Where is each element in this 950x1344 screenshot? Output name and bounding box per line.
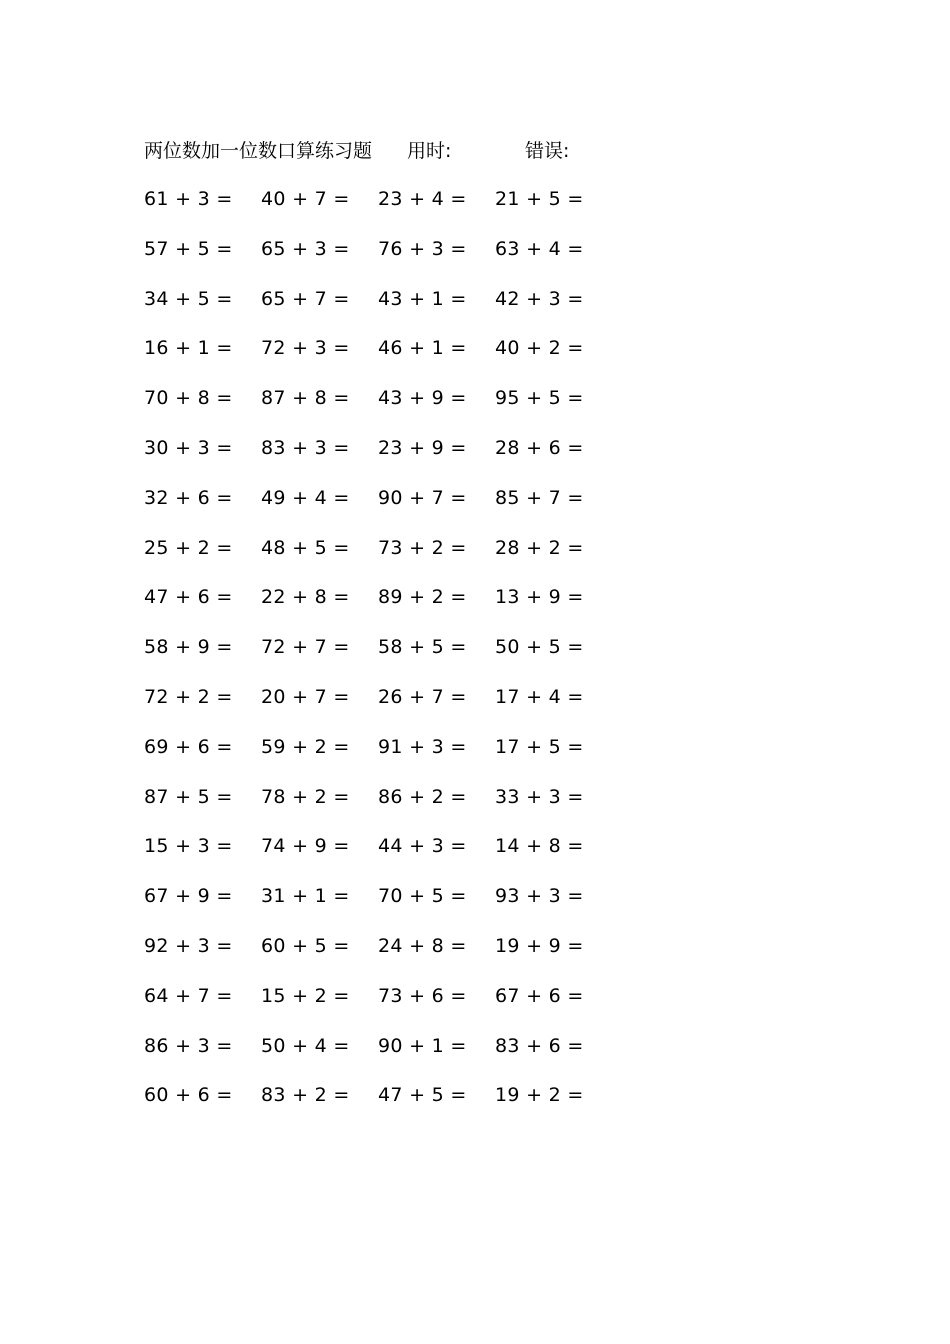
problem-row [144,831,624,881]
problem-cell: 83 + 3 = [261,436,350,459]
problem-cell: 59 + 2 = [261,735,350,758]
problem-row [144,533,624,583]
problem-cell: 83 + 2 = [261,1084,350,1107]
problem-cell: 92 + 3 = [144,934,233,957]
problem-cell: 31 + 1 = [261,885,350,908]
problem-cell: 61 + 3 = [144,188,233,210]
problem-cell: 70 + 5 = [378,885,467,908]
problem-cell: 85 + 7 = [495,486,584,509]
problem-cell: 87 + 5 = [144,785,233,808]
problem-cell: 19 + 9 = [495,934,584,957]
problem-cell: 69 + 6 = [144,735,233,758]
problem-cell: 72 + 3 = [261,337,350,360]
problem-row [144,234,624,284]
problem-row [144,383,624,433]
problem-row [144,433,624,483]
problem-cell: 23 + 4 = [378,188,467,210]
problem-cell: 40 + 7 = [261,188,350,210]
problem-row [144,682,624,732]
problem-cell: 15 + 2 = [261,984,350,1007]
problem-cell: 26 + 7 = [378,685,467,708]
problem-row [144,632,624,682]
worksheet-title: 两位数加一位数口算练习题 [144,140,373,162]
problem-cell: 67 + 6 = [495,984,584,1007]
problem-grid [144,184,624,1130]
problem-cell: 43 + 1 = [378,287,467,310]
problem-cell: 50 + 5 = [495,636,584,659]
problem-cell: 20 + 7 = [261,685,350,708]
problem-cell: 17 + 4 = [495,685,584,708]
problem-row [144,1080,624,1130]
problem-cell: 46 + 1 = [378,337,467,360]
problem-cell: 43 + 9 = [378,387,467,410]
problem-cell: 50 + 4 = [261,1034,350,1057]
problem-cell: 40 + 2 = [495,337,584,360]
problem-cell: 21 + 5 = [495,188,584,210]
worksheet-header [144,136,744,166]
problem-cell: 34 + 5 = [144,287,233,310]
problem-cell: 17 + 5 = [495,735,584,758]
problem-cell: 74 + 9 = [261,835,350,858]
problem-row [144,284,624,334]
problem-row [144,931,624,981]
problem-cell: 86 + 3 = [144,1034,233,1057]
errors-label: 错误: [525,140,570,162]
problem-cell: 65 + 7 = [261,287,350,310]
problem-cell: 49 + 4 = [261,486,350,509]
problem-cell: 67 + 9 = [144,885,233,908]
problem-cell: 58 + 5 = [378,636,467,659]
problem-cell: 19 + 2 = [495,1084,584,1107]
time-label: 用时: [407,140,452,162]
problem-cell: 33 + 3 = [495,785,584,808]
problem-cell: 15 + 3 = [144,835,233,858]
problem-cell: 93 + 3 = [495,885,584,908]
problem-cell: 87 + 8 = [261,387,350,410]
problem-row [144,732,624,782]
problem-cell: 22 + 8 = [261,586,350,609]
problem-cell: 24 + 8 = [378,934,467,957]
problem-cell: 25 + 2 = [144,536,233,559]
problem-cell: 28 + 6 = [495,436,584,459]
problem-row [144,1031,624,1081]
problem-row [144,483,624,533]
problem-cell: 60 + 6 = [144,1084,233,1107]
problem-cell: 58 + 9 = [144,636,233,659]
problem-row [144,782,624,832]
problem-cell: 95 + 5 = [495,387,584,410]
problem-cell: 47 + 5 = [378,1084,467,1107]
problem-cell: 86 + 2 = [378,785,467,808]
problem-row [144,981,624,1031]
problem-cell: 13 + 9 = [495,586,584,609]
problem-cell: 57 + 5 = [144,237,233,260]
problem-cell: 44 + 3 = [378,835,467,858]
problem-cell: 72 + 2 = [144,685,233,708]
problem-row [144,333,624,383]
problem-cell: 78 + 2 = [261,785,350,808]
problem-cell: 91 + 3 = [378,735,467,758]
problem-cell: 48 + 5 = [261,536,350,559]
problem-cell: 28 + 2 = [495,536,584,559]
problem-cell: 23 + 9 = [378,436,467,459]
problem-cell: 76 + 3 = [378,237,467,260]
problem-cell: 32 + 6 = [144,486,233,509]
problem-cell: 60 + 5 = [261,934,350,957]
problem-cell: 63 + 4 = [495,237,584,260]
problem-row [144,582,624,632]
problem-cell: 90 + 7 = [378,486,467,509]
problem-cell: 89 + 2 = [378,586,467,609]
problem-cell: 90 + 1 = [378,1034,467,1057]
problem-cell: 30 + 3 = [144,436,233,459]
problem-cell: 64 + 7 = [144,984,233,1007]
problem-cell: 65 + 3 = [261,237,350,260]
problem-cell: 83 + 6 = [495,1034,584,1057]
problem-cell: 16 + 1 = [144,337,233,360]
problem-row [144,881,624,931]
problem-cell: 14 + 8 = [495,835,584,858]
problem-row [144,184,624,234]
problem-cell: 47 + 6 = [144,586,233,609]
problem-cell: 70 + 8 = [144,387,233,410]
problem-cell: 73 + 6 = [378,984,467,1007]
problem-cell: 42 + 3 = [495,287,584,310]
problem-cell: 73 + 2 = [378,536,467,559]
problem-cell: 72 + 7 = [261,636,350,659]
